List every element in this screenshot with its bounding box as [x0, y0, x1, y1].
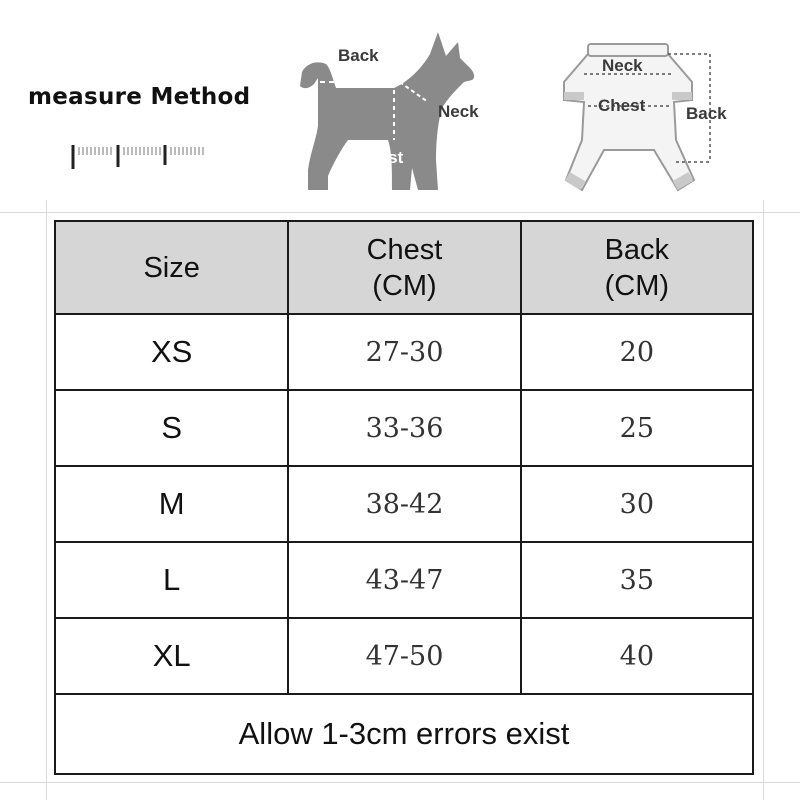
table-header-row	[55, 221, 753, 314]
measure-method-title: measure Method	[28, 84, 251, 110]
header-chest	[288, 221, 520, 314]
chest-cell: 33-36	[288, 390, 520, 466]
chest-cell: 27-30	[288, 314, 520, 390]
size-chart-table	[54, 220, 754, 775]
back-cell: 25	[521, 390, 753, 466]
back-cell: 40	[521, 618, 753, 694]
size-cell: M	[55, 466, 288, 542]
header-size	[55, 221, 288, 314]
ruler-icon	[70, 141, 210, 171]
chest-cell: 47-50	[288, 618, 520, 694]
header-back	[521, 221, 753, 314]
header-chest-label: Chest	[366, 233, 443, 266]
table-row	[55, 618, 753, 694]
back-cell: 35	[521, 542, 753, 618]
guide-line	[0, 782, 800, 783]
size-cell: L	[55, 542, 288, 618]
size-cell: S	[55, 390, 288, 466]
chest-cell: 43-47	[288, 542, 520, 618]
garment-diagram	[544, 30, 744, 196]
garment-chest-label: Chest	[598, 96, 646, 115]
header-size-label: Size	[143, 251, 200, 284]
header-back-label: Back	[604, 233, 670, 266]
tolerance-note: Allow 1-3cm errors exist	[55, 694, 753, 774]
guide-line	[0, 212, 800, 213]
table-row	[55, 542, 753, 618]
guide-line	[763, 200, 764, 800]
table-row	[55, 466, 753, 542]
dog-neck-label: Neck	[438, 102, 479, 121]
dog-back-label: Back	[338, 46, 379, 65]
size-cell: XL	[55, 618, 288, 694]
header-chest-unit: (CM)	[372, 269, 437, 302]
table-note-row	[55, 694, 753, 774]
table-row	[55, 390, 753, 466]
garment-neck-label: Neck	[602, 56, 643, 75]
dog-chest-label: Chest	[356, 148, 404, 167]
guide-line	[46, 200, 47, 800]
dog-diagram	[296, 28, 496, 198]
back-cell: 20	[521, 314, 753, 390]
size-cell: XS	[55, 314, 288, 390]
header-back-unit: (CM)	[604, 269, 670, 302]
back-cell: 30	[521, 466, 753, 542]
garment-back-label: Back	[686, 104, 727, 123]
table-row	[55, 314, 753, 390]
chest-cell: 38-42	[288, 466, 520, 542]
